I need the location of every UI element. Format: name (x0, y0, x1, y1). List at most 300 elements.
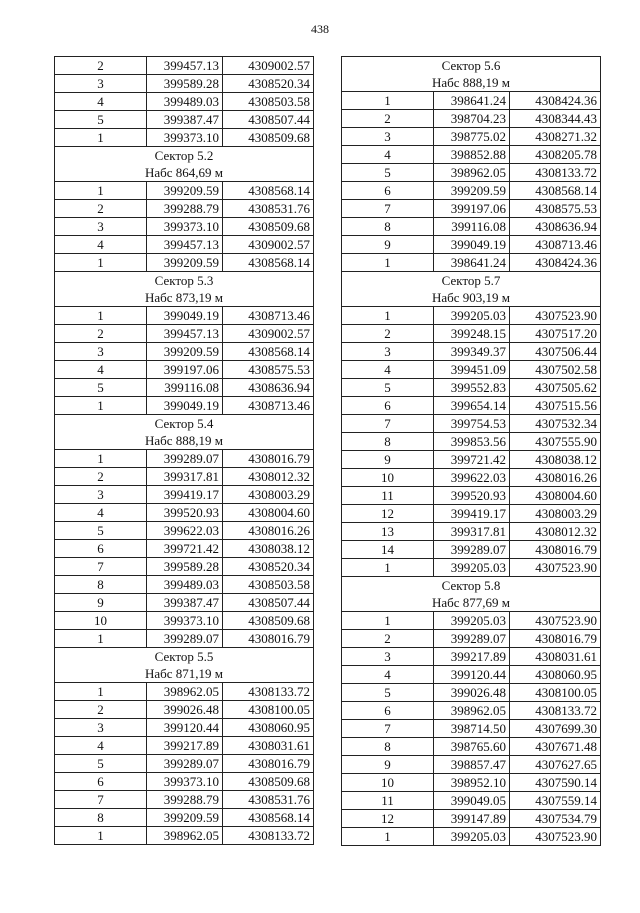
table-row (342, 451, 601, 469)
coordinate-x: 399217.89 (434, 648, 510, 666)
coordinate-x: 399289.07 (147, 630, 223, 648)
table-row (342, 164, 601, 182)
coordinate-x: 399209.59 (147, 809, 223, 827)
table-row (342, 720, 601, 738)
coordinate-y: 4307523.90 (510, 828, 601, 846)
table-row (55, 254, 314, 272)
point-number: 2 (342, 110, 434, 128)
coordinate-y: 4308016.26 (510, 469, 601, 487)
table-row (55, 791, 314, 809)
coordinate-x: 399289.07 (147, 450, 223, 468)
point-number: 5 (342, 684, 434, 702)
coordinate-x: 399205.03 (434, 307, 510, 325)
coordinate-y: 4308031.61 (510, 648, 601, 666)
coordinate-y: 4308575.53 (223, 361, 314, 379)
sector-title: Сектор 5.2 (154, 148, 214, 163)
point-number: 7 (55, 791, 147, 809)
coordinate-y: 4309002.57 (223, 325, 314, 343)
coordinate-y: 4308713.46 (223, 397, 314, 415)
table-row (55, 325, 314, 343)
coordinate-x: 399853.56 (434, 433, 510, 451)
point-number: 5 (342, 379, 434, 397)
coordinate-y: 4308133.72 (223, 827, 314, 845)
coordinate-x: 399520.93 (147, 504, 223, 522)
coordinate-y: 4308509.68 (223, 773, 314, 791)
coordinate-y: 4308568.14 (223, 254, 314, 272)
point-number: 9 (55, 594, 147, 612)
coordinate-x: 399209.59 (434, 182, 510, 200)
coordinate-y: 4308004.60 (223, 504, 314, 522)
coordinate-y: 4308503.58 (223, 93, 314, 111)
table-row (342, 92, 601, 110)
coordinate-x: 398952.10 (434, 774, 510, 792)
table-row (55, 218, 314, 236)
coordinate-y: 4308344.43 (510, 110, 601, 128)
point-number: 12 (342, 505, 434, 523)
coordinate-x: 399373.10 (147, 218, 223, 236)
coordinate-y: 4308133.72 (223, 683, 314, 701)
table-row (55, 630, 314, 648)
sector-title: Сектор 5.3 (154, 273, 214, 288)
point-number: 5 (55, 522, 147, 540)
table-row (55, 343, 314, 361)
table-row (55, 540, 314, 558)
coordinate-y: 4307523.90 (510, 559, 601, 577)
table-row (342, 702, 601, 720)
point-number: 1 (55, 129, 147, 147)
coordinate-x: 399457.13 (147, 325, 223, 343)
point-number: 2 (342, 325, 434, 343)
coordinate-y: 4308507.44 (223, 594, 314, 612)
table-row (55, 701, 314, 719)
point-number: 3 (55, 343, 147, 361)
point-number: 4 (55, 93, 147, 111)
table-row (55, 576, 314, 594)
point-number: 3 (55, 486, 147, 504)
coordinate-x: 399457.13 (147, 57, 223, 75)
sector-title: Сектор 5.8 (441, 578, 501, 593)
coordinate-y: 4308133.72 (510, 164, 601, 182)
point-number: 11 (342, 792, 434, 810)
point-number: 13 (342, 523, 434, 541)
coordinate-x: 398857.47 (434, 756, 510, 774)
coordinate-y: 4308133.72 (510, 702, 601, 720)
point-number: 8 (342, 738, 434, 756)
coordinate-x: 399197.06 (434, 200, 510, 218)
coordinate-y: 4307559.14 (510, 792, 601, 810)
page-number: 438 (311, 22, 329, 36)
table-row (342, 182, 601, 200)
point-number: 5 (342, 164, 434, 182)
sector-header (342, 577, 601, 612)
table-row (342, 828, 601, 846)
point-number: 3 (55, 75, 147, 93)
table-row (55, 773, 314, 791)
coordinate-y: 4308012.32 (223, 468, 314, 486)
sector-title: Сектор 5.7 (441, 273, 501, 288)
point-number: 10 (342, 774, 434, 792)
point-number: 2 (342, 630, 434, 648)
table-row (55, 111, 314, 129)
point-number: 6 (342, 182, 434, 200)
table-row (55, 307, 314, 325)
sector-height: Набс 871,19 м (144, 666, 224, 681)
table-row (342, 218, 601, 236)
table-row (55, 182, 314, 200)
coordinate-y: 4308424.36 (510, 92, 601, 110)
coordinate-y: 4308575.53 (510, 200, 601, 218)
coordinate-x: 398852.88 (434, 146, 510, 164)
table-row (342, 307, 601, 325)
point-number: 8 (55, 809, 147, 827)
point-number: 9 (342, 236, 434, 254)
coordinate-x: 398765.60 (434, 738, 510, 756)
coordinate-y: 4308568.14 (223, 343, 314, 361)
table-row (55, 755, 314, 773)
coordinate-y: 4307515.56 (510, 397, 601, 415)
point-number: 1 (55, 254, 147, 272)
coordinate-x: 399754.53 (434, 415, 510, 433)
sector-header-row (55, 415, 314, 450)
coordinate-x: 399589.28 (147, 75, 223, 93)
table-row (342, 469, 601, 487)
point-number: 2 (55, 701, 147, 719)
coordinate-x: 398641.24 (434, 254, 510, 272)
coordinate-y: 4307506.44 (510, 343, 601, 361)
point-number: 4 (55, 737, 147, 755)
point-number: 3 (55, 218, 147, 236)
coordinate-x: 399489.03 (147, 93, 223, 111)
coordinate-x: 399289.07 (147, 755, 223, 773)
coordinate-x: 399419.17 (434, 505, 510, 523)
table-row (55, 129, 314, 147)
point-number: 1 (342, 254, 434, 272)
table-row (342, 325, 601, 343)
table-row (342, 810, 601, 828)
sector-height: Набс 903,19 м (431, 290, 511, 305)
coordinate-y: 4308003.29 (223, 486, 314, 504)
coordinate-y: 4307534.79 (510, 810, 601, 828)
coordinate-x: 399116.08 (147, 379, 223, 397)
sector-header-row (342, 57, 601, 92)
coordinate-y: 4308016.79 (223, 450, 314, 468)
coordinate-y: 4308509.68 (223, 129, 314, 147)
point-number: 7 (342, 200, 434, 218)
coordinate-x: 399317.81 (434, 523, 510, 541)
sector-header-row (55, 648, 314, 683)
coordinate-x: 399589.28 (147, 558, 223, 576)
coordinate-x: 399026.48 (147, 701, 223, 719)
coordinate-x: 399373.10 (147, 773, 223, 791)
table-row (342, 738, 601, 756)
table-row (55, 486, 314, 504)
table-row (55, 93, 314, 111)
point-number: 11 (342, 487, 434, 505)
coordinate-y: 4308636.94 (510, 218, 601, 236)
sector-height: Набс 864,69 м (144, 165, 224, 180)
point-number: 1 (342, 828, 434, 846)
coordinate-y: 4308503.58 (223, 576, 314, 594)
point-number: 1 (342, 612, 434, 630)
coordinate-y: 4308016.79 (223, 630, 314, 648)
sector-header-row (342, 272, 601, 307)
coordinate-y: 4307502.58 (510, 361, 601, 379)
point-number: 1 (55, 683, 147, 701)
point-number: 1 (342, 307, 434, 325)
coordinate-x: 399248.15 (434, 325, 510, 343)
coordinate-x: 399205.03 (434, 559, 510, 577)
coordinate-y: 4308713.46 (223, 307, 314, 325)
coordinate-x: 399209.59 (147, 254, 223, 272)
point-number: 9 (342, 451, 434, 469)
sector-header-row (55, 272, 314, 307)
coordinate-x: 399520.93 (434, 487, 510, 505)
table-row (55, 361, 314, 379)
coordinate-y: 4308636.94 (223, 379, 314, 397)
table-row (342, 505, 601, 523)
point-number: 3 (342, 128, 434, 146)
sector-header-row (55, 147, 314, 182)
sector-title: Сектор 5.5 (154, 649, 214, 664)
sector-height: Набс 873,19 м (144, 290, 224, 305)
coordinate-y: 4307523.90 (510, 612, 601, 630)
coordinate-x: 399197.06 (147, 361, 223, 379)
coordinate-y: 4308520.34 (223, 75, 314, 93)
coordinate-y: 4308038.12 (223, 540, 314, 558)
coordinate-x: 399288.79 (147, 200, 223, 218)
point-number: 6 (55, 540, 147, 558)
point-number: 5 (55, 111, 147, 129)
coordinate-x: 399419.17 (147, 486, 223, 504)
table-row (55, 57, 314, 75)
point-number: 1 (55, 397, 147, 415)
point-number: 7 (55, 558, 147, 576)
point-number: 2 (55, 57, 147, 75)
point-number: 8 (55, 576, 147, 594)
point-number: 1 (55, 182, 147, 200)
sector-header (55, 272, 314, 307)
coordinate-x: 399049.19 (147, 397, 223, 415)
table-row (55, 809, 314, 827)
sector-height: Набс 877,69 м (431, 595, 511, 610)
coordinate-y: 4308568.14 (223, 809, 314, 827)
coordinate-x: 399622.03 (147, 522, 223, 540)
coordinate-x: 399373.10 (147, 129, 223, 147)
coordinate-x: 398714.50 (434, 720, 510, 738)
coordinate-x: 399049.19 (147, 307, 223, 325)
point-number: 4 (342, 666, 434, 684)
table-row (342, 684, 601, 702)
table-row (342, 559, 601, 577)
sector-header (342, 272, 601, 307)
coordinate-x: 399552.83 (434, 379, 510, 397)
table-row (342, 487, 601, 505)
point-number: 9 (342, 756, 434, 774)
table-row (55, 379, 314, 397)
table-row (55, 236, 314, 254)
table-row (55, 558, 314, 576)
coordinate-x: 399217.89 (147, 737, 223, 755)
sector-header (55, 415, 314, 450)
sector-header (55, 648, 314, 683)
table-row (342, 523, 601, 541)
table-row (342, 648, 601, 666)
table-row (55, 504, 314, 522)
table-row (342, 236, 601, 254)
point-number: 8 (342, 433, 434, 451)
coordinate-y: 4308713.46 (510, 236, 601, 254)
coordinate-y: 4308568.14 (510, 182, 601, 200)
table-row (342, 128, 601, 146)
table-row (342, 774, 601, 792)
table-row (342, 756, 601, 774)
coordinate-y: 4308531.76 (223, 200, 314, 218)
table-row (342, 343, 601, 361)
table-row (55, 450, 314, 468)
coordinate-x: 399349.37 (434, 343, 510, 361)
coordinate-x: 399457.13 (147, 236, 223, 254)
coordinate-y: 4308100.05 (223, 701, 314, 719)
table-row (55, 75, 314, 93)
coordinate-x: 399120.44 (147, 719, 223, 737)
coordinate-y: 4308012.32 (510, 523, 601, 541)
table-row (342, 146, 601, 164)
coordinate-x: 399654.14 (434, 397, 510, 415)
coordinate-y: 4308016.79 (510, 630, 601, 648)
coordinate-y: 4308016.26 (223, 522, 314, 540)
coordinate-x: 398962.05 (434, 702, 510, 720)
point-number: 3 (342, 648, 434, 666)
coordinate-y: 4308568.14 (223, 182, 314, 200)
coordinate-y: 4308016.79 (510, 541, 601, 559)
point-number: 4 (342, 361, 434, 379)
coordinate-y: 4309002.57 (223, 236, 314, 254)
point-number: 5 (55, 379, 147, 397)
point-number: 12 (342, 810, 434, 828)
point-number: 10 (55, 612, 147, 630)
coordinate-x: 399205.03 (434, 828, 510, 846)
table-row (55, 468, 314, 486)
table-row (55, 397, 314, 415)
point-number: 14 (342, 541, 434, 559)
coordinate-x: 399317.81 (147, 468, 223, 486)
coordinates-table-right (341, 56, 601, 846)
table-row (342, 110, 601, 128)
table-row (342, 792, 601, 810)
coordinate-y: 4307699.30 (510, 720, 601, 738)
table-row (55, 737, 314, 755)
coordinate-y: 4308060.95 (510, 666, 601, 684)
coordinate-y: 4308060.95 (223, 719, 314, 737)
coordinate-x: 399120.44 (434, 666, 510, 684)
coordinate-y: 4307517.20 (510, 325, 601, 343)
coordinate-y: 4308507.44 (223, 111, 314, 129)
point-number: 7 (342, 720, 434, 738)
point-number: 2 (55, 468, 147, 486)
coordinate-x: 399116.08 (434, 218, 510, 236)
table-row (55, 827, 314, 845)
coordinate-y: 4308509.68 (223, 612, 314, 630)
coordinate-y: 4308205.78 (510, 146, 601, 164)
point-number: 1 (55, 307, 147, 325)
table-row (342, 397, 601, 415)
table-row (55, 612, 314, 630)
coordinate-x: 399721.42 (434, 451, 510, 469)
point-number: 1 (342, 559, 434, 577)
point-number: 4 (55, 236, 147, 254)
coordinates-table-left (54, 56, 314, 845)
table-row (55, 719, 314, 737)
table-row (342, 415, 601, 433)
point-number: 5 (55, 755, 147, 773)
coordinate-x: 398704.23 (434, 110, 510, 128)
table-row (342, 433, 601, 451)
coordinate-y: 4307590.14 (510, 774, 601, 792)
coordinate-y: 4307523.90 (510, 307, 601, 325)
coordinate-y: 4308038.12 (510, 451, 601, 469)
coordinate-x: 399451.09 (434, 361, 510, 379)
coordinate-x: 399289.07 (434, 630, 510, 648)
coordinate-x: 399489.03 (147, 576, 223, 594)
point-number: 2 (55, 200, 147, 218)
coordinate-x: 399387.47 (147, 111, 223, 129)
coordinate-x: 399622.03 (434, 469, 510, 487)
coordinate-x: 399049.05 (434, 792, 510, 810)
sector-title: Сектор 5.4 (154, 416, 214, 431)
point-number: 1 (55, 827, 147, 845)
table-row (342, 612, 601, 630)
coordinate-x: 398962.05 (434, 164, 510, 182)
table-row (342, 379, 601, 397)
table-row (342, 200, 601, 218)
coordinate-y: 4308424.36 (510, 254, 601, 272)
coordinate-x: 399147.89 (434, 810, 510, 828)
coordinate-x: 399373.10 (147, 612, 223, 630)
coordinate-y: 4307555.90 (510, 433, 601, 451)
point-number: 1 (55, 630, 147, 648)
coordinate-y: 4308003.29 (510, 505, 601, 523)
sector-header (342, 57, 601, 92)
point-number: 1 (342, 92, 434, 110)
point-number: 6 (55, 773, 147, 791)
table-row (55, 594, 314, 612)
table-row (342, 630, 601, 648)
sector-header-row (342, 577, 601, 612)
coordinate-x: 398641.24 (434, 92, 510, 110)
coordinate-x: 399387.47 (147, 594, 223, 612)
sector-height: Набс 888,19 м (431, 75, 511, 90)
coordinate-y: 4308100.05 (510, 684, 601, 702)
point-number: 2 (55, 325, 147, 343)
coordinate-y: 4308031.61 (223, 737, 314, 755)
coordinate-x: 399209.59 (147, 343, 223, 361)
point-number: 6 (342, 702, 434, 720)
table-row (342, 666, 601, 684)
coordinate-x: 399049.19 (434, 236, 510, 254)
coordinate-x: 399288.79 (147, 791, 223, 809)
coordinate-y: 4308016.79 (223, 755, 314, 773)
coordinate-x: 398775.02 (434, 128, 510, 146)
sector-header (55, 147, 314, 182)
table-row (55, 200, 314, 218)
table-row (342, 254, 601, 272)
coordinate-y: 4307532.34 (510, 415, 601, 433)
coordinate-y: 4308520.34 (223, 558, 314, 576)
sector-title: Сектор 5.6 (441, 58, 501, 73)
point-number: 7 (342, 415, 434, 433)
coordinate-x: 398962.05 (147, 827, 223, 845)
point-number: 4 (55, 504, 147, 522)
